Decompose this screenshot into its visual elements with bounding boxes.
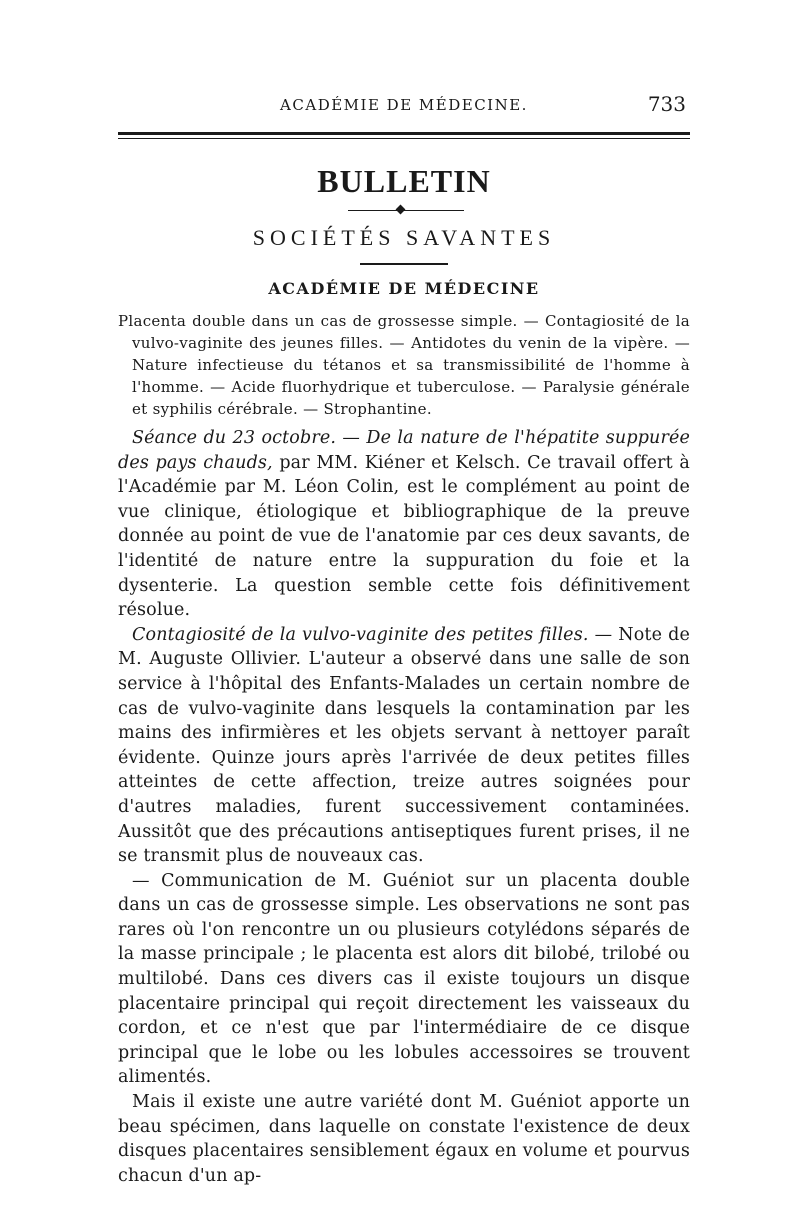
header-rule <box>118 132 690 139</box>
summary-text: Placenta double dans un cas de grossesse simple. — Contagiosité de la vulvo-vaginite des jeunes filles. — Antidotes du venin de la vipère. — Nature infectieuse du tétanos et sa transmissibilité de l'homme à l'homme. — Acide fluorhydrique et tuberculose. — Paralysie générale et syphilis cérébrale. — Strophantine. <box>118 312 690 418</box>
paragraph-text: par MM. Kiéner et Kelsch. Ce travail offert à l'Académie par M. Léon Colin, est le complément au point de vue clinique, étiologique et bibliographique de la preuve donnée au point de vue de l'anatomie par ces deux savants, de l'identité de nature entre la suppuration du foie et la dysenterie. La question semble cette fois définitivement résolue. <box>118 452 690 621</box>
paragraph <box>118 869 690 1090</box>
paragraph <box>118 426 690 623</box>
paragraph-text: — Communication de M. Guéniot sur un placenta double dans un cas de grossesse simple. Les observations ne sont pas rares où l'on rencontre un ou plusieurs cotylédons séparés de la masse principale ; le placenta est alors dit bilobé, trilobé ou multilobé. Dans ces divers cas il existe toujours un disque placentaire principal qui reçoit directement les vaisseaux du cordon, et ce n'est que par l'intermédiaire de ce disque principal que le lobe ou les lobules accessoires se trouvent alimentés. <box>118 870 690 1088</box>
page <box>118 92 690 1188</box>
paragraph <box>118 623 690 869</box>
section-rule <box>360 263 448 265</box>
bulletin-title: BULLETIN <box>317 163 491 199</box>
paragraph-lead: Contagiosité de la vulvo-vaginite des petites filles. <box>132 624 589 645</box>
page-number: 733 <box>647 92 686 116</box>
running-title: ACADÉMIE DE MÉDECINE. <box>280 96 528 114</box>
summary <box>118 310 690 420</box>
paragraph-lead: Séance du 23 octobre. — De la nature de l'hépatite suppurée des pays chauds, <box>118 428 690 473</box>
running-header <box>118 92 690 126</box>
section-title: ACADÉMIE DE MÉDECINE <box>268 279 540 298</box>
article-body <box>118 426 690 1188</box>
societes-title: SOCIÉTÉS SAVANTES <box>252 225 556 250</box>
paragraph <box>118 1090 690 1188</box>
paragraph-text: — Note de M. Auguste Ollivier. L'auteur a observé dans une salle de son service à l'hôpital des Enfants-Malades un certain nombre de cas de vulvo-vaginite dans lesquels la contamination par les mains des infirmières et les objets servant à nettoyer paraît évidente. Quinze jours après l'arrivée de deux petites filles atteintes de cette affection, treize autres soignées pour d'autres maladies, furent successivement contaminées. Aussitôt que des précautions antiseptiques furent prises, il ne se transmit plus de nouveaux cas. <box>118 624 690 867</box>
paragraph-text: Mais il existe une autre variété dont M. Guéniot apporte un beau spécimen, dans laquelle on constate l'existence de deux disques placentaires sensiblement égaux en volume et pourvus chacun d'un ap- <box>118 1092 690 1186</box>
ornament-divider <box>118 205 690 217</box>
